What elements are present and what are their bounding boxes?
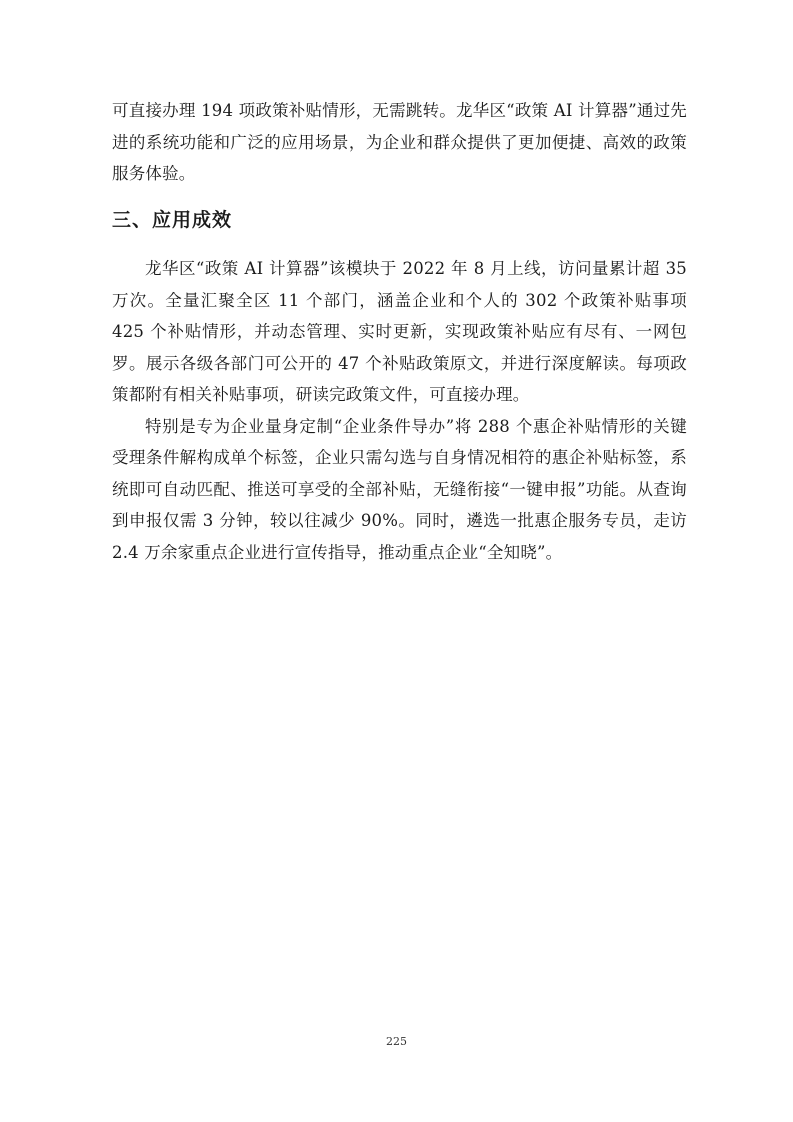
section-heading: 三、应用成效 <box>112 209 233 231</box>
intro-text-block <box>112 95 687 190</box>
results-text-block <box>112 253 687 568</box>
intro-paragraph: 可直接办理 194 项政策补贴情形，无需跳转。龙华区“政策 AI 计算器”通过先进的系统功能和广泛的应用场景，为企业和群众提供了更加便捷、高效的政策服务体验。 <box>112 101 687 183</box>
page-number: 225 <box>386 1035 407 1048</box>
results-paragraph: 龙华区“政策 AI 计算器”该模块于 2022 年 8 月上线，访问量累计超 35 万次。全量汇聚全区 11 个部门，涵盖企业和个人的 302 个政策补贴事项 425 个补贴情形，并动态管理、实时更新，实现政策补贴应有尽有、一网包罗。展示各级各部门可公开的 47 个补贴政策原文，并进行深度解读。每项政策都附有相关补贴事项，研读完政策文件，可直接办理。 <box>112 259 687 404</box>
results-paragraph: 特别是专为企业量身定制“企业条件导办”将 288 个惠企补贴情形的关键受理条件解构成单个标签，企业只需勾选与自身情况相符的惠企补贴标签，系统即可自动匹配、推送可享受的全部补贴，无缝衔接“一键申报”功能。从查询到申报仅需 3 分钟，较以往减少 90%。同时，遴选一批惠企服务专员，走访 2.4 万余家重点企业进行宣传指导，推动重点企业“全知晓”。 <box>112 416 687 562</box>
